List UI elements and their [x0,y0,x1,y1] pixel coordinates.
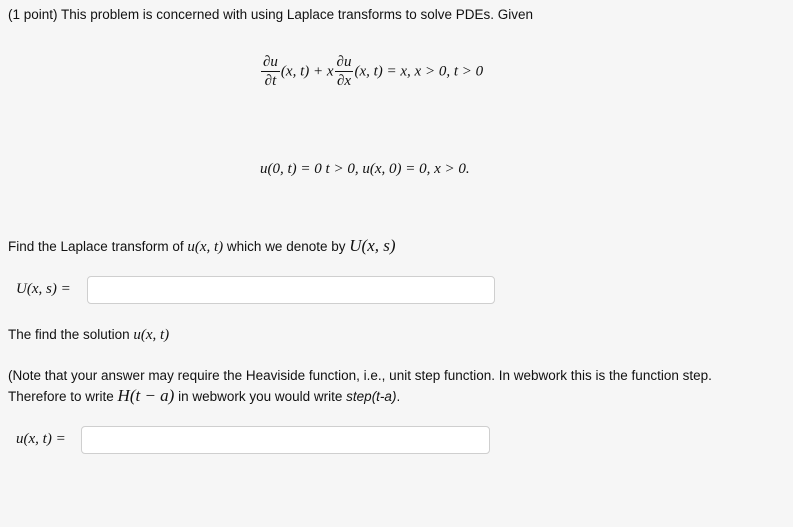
question-solution [8,327,169,344]
note-math: H(t − a) [117,386,175,405]
laplace-transform-answer-input[interactable] [87,276,495,304]
heaviside-note-line1: (Note that your answer may require the Heaviside function, i.e., unit step function. In webwork this is the function step. [8,368,712,383]
note-suffix: . [396,389,401,404]
question-middle: which we denote by [223,239,350,254]
conditions-text: u(0, t) = 0 t > 0, u(x, 0) = 0, x > 0. [260,161,470,177]
fraction-denominator: ∂t [264,73,277,89]
du-dx-fraction [335,55,354,89]
heaviside-note-line2 [8,386,400,406]
fraction-denominator: ∂x [336,73,352,89]
note-middle: in webwork you would write [174,389,347,404]
question-prefix: The find the solution [8,327,134,342]
answer1-label: U(x, s) = [16,281,71,297]
note-code: step(t-a) [346,389,397,404]
question-func: u(x, t) [187,239,224,255]
fraction-numerator: ∂u [263,54,278,70]
question-func: u(x, t) [133,327,170,343]
solution-answer-input[interactable] [81,426,490,454]
question-transform: U(x, s) [349,236,396,255]
equation-args-1: (x, t) + x [280,63,334,80]
pde-equation [260,55,483,89]
boundary-conditions [260,161,470,178]
du-dt-fraction [261,55,280,89]
question-laplace-transform [8,236,396,256]
question-prefix: Find the Laplace transform of [8,239,188,254]
equation-args-2: (x, t) = x, x > 0, t > 0 [354,63,484,80]
note-prefix: Therefore to write [8,389,118,404]
answer2-label: u(x, t) = [16,431,66,447]
fraction-numerator: ∂u [336,54,352,70]
problem-intro: (1 point) This problem is concerned with using Laplace transforms to solve PDEs. Given [8,7,533,22]
